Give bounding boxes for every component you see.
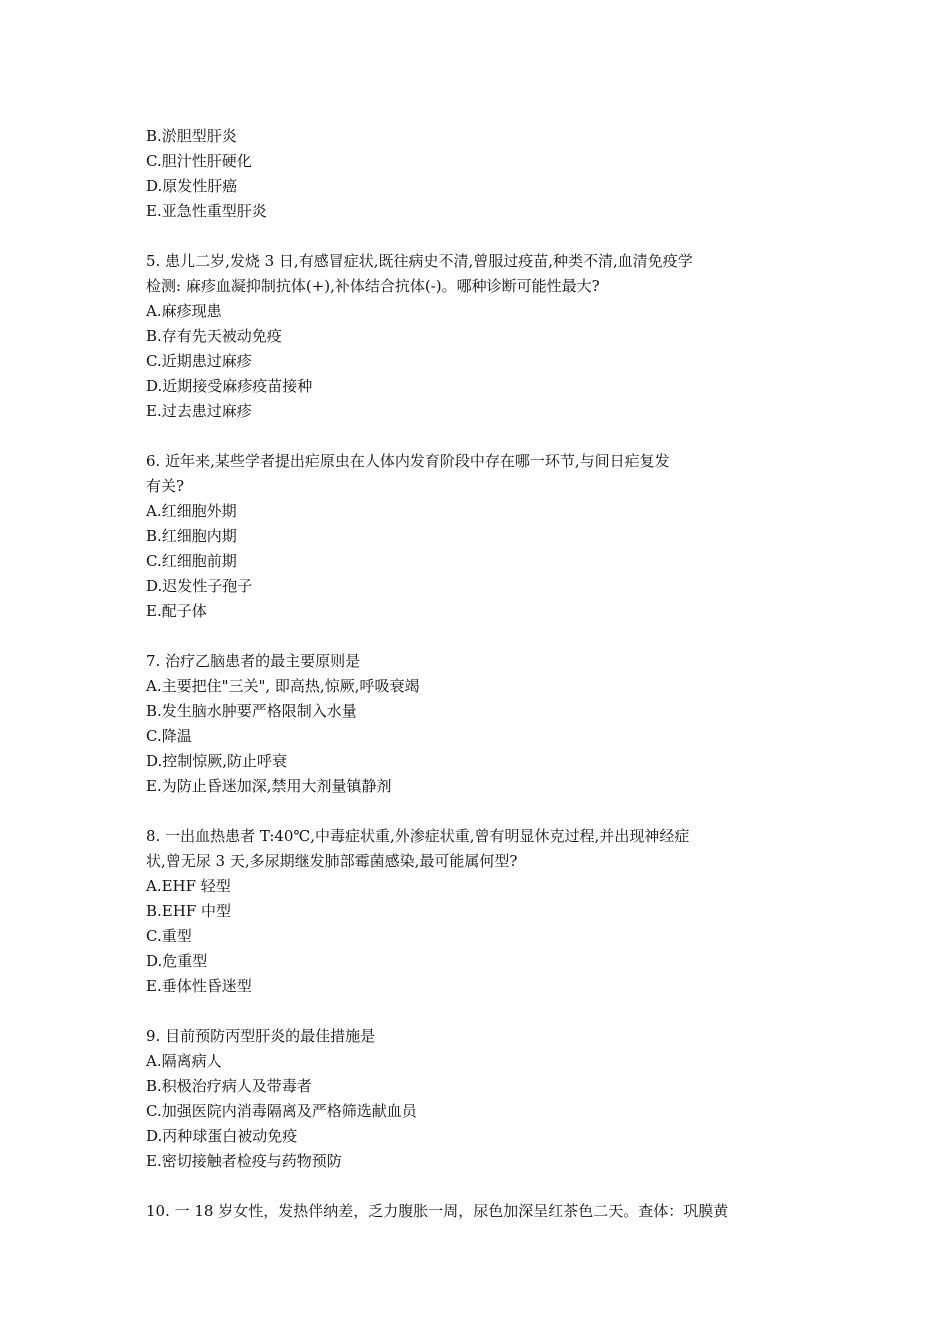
question-10 <box>146 1199 796 1224</box>
option-line: B.EHF 中型 <box>146 902 231 920</box>
question-8 <box>146 824 796 999</box>
question-7 <box>146 649 796 799</box>
option-line: C.红细胞前期 <box>146 552 237 570</box>
option-line: D.迟发性子孢子 <box>146 577 253 595</box>
option-line: C.近期患过麻疹 <box>146 352 252 370</box>
option-line: B.淤胆型肝炎 <box>146 127 237 145</box>
option-line: A.红细胞外期 <box>146 502 237 520</box>
document-content <box>146 124 796 1224</box>
option-line: A.麻疹现患 <box>146 302 222 320</box>
option-line: C.重型 <box>146 927 192 945</box>
option-line: C.加强医院内消毒隔离及严格筛选献血员 <box>146 1102 417 1120</box>
option-line: D.危重型 <box>146 952 208 970</box>
option-line: D.丙种球蛋白被动免疫 <box>146 1127 298 1145</box>
option-line: B.存有先天被动免疫 <box>146 327 282 345</box>
question-stem-line: 5. 患儿二岁,发烧 3 日,有感冒症状,既往病史不清,曾服过疫苗,种类不清,血清免疫学 <box>146 252 693 270</box>
option-line: E.过去患过麻疹 <box>146 402 252 420</box>
spacer <box>146 624 796 649</box>
previous-question-options <box>146 124 796 224</box>
question-stem-line: 9. 目前预防丙型肝炎的最佳措施是 <box>146 1027 376 1045</box>
spacer <box>146 424 796 449</box>
option-line: E.配子体 <box>146 602 207 620</box>
question-stem-line: 6. 近年来,某些学者提出疟原虫在人体内发育阶段中存在哪一环节,与间日疟复发 <box>146 452 670 470</box>
option-line: D.近期接受麻疹疫苗接种 <box>146 377 313 395</box>
spacer <box>146 999 796 1024</box>
question-6 <box>146 449 796 624</box>
option-line: A.EHF 轻型 <box>146 877 231 895</box>
option-line: A.隔离病人 <box>146 1052 222 1070</box>
option-line: A.主要把住"三关", 即高热,惊厥,呼吸衰竭 <box>146 677 420 695</box>
option-line: E.垂体性昏迷型 <box>146 977 252 995</box>
option-line: B.积极治疗病人及带毒者 <box>146 1077 312 1095</box>
option-line: C.胆汁性肝硬化 <box>146 152 252 170</box>
option-line: E.亚急性重型肝炎 <box>146 202 267 220</box>
option-line: C.降温 <box>146 727 192 745</box>
question-9 <box>146 1024 796 1174</box>
question-stem-line: 状,曾无尿 3 天,多尿期继发肺部霉菌感染,最可能属何型? <box>146 852 518 870</box>
question-stem-line: 7. 治疗乙脑患者的最主要原则是 <box>146 652 361 670</box>
option-line: D.原发性肝癌 <box>146 177 238 195</box>
option-line: B.红细胞内期 <box>146 527 237 545</box>
option-line: E.为防止昏迷加深,禁用大剂量镇静剂 <box>146 777 392 795</box>
spacer <box>146 799 796 824</box>
spacer <box>146 1174 796 1199</box>
option-line: E.密切接触者检疫与药物预防 <box>146 1152 342 1170</box>
option-line: B.发生脑水肿要严格限制入水量 <box>146 702 357 720</box>
question-stem-line: 有关? <box>146 477 185 495</box>
question-stem-line: 检测: 麻疹血凝抑制抗体(+),补体结合抗体(-)。哪种诊断可能性最大? <box>146 277 600 295</box>
question-stem-line: 8. 一出血热患者 T:40℃,中毒症状重,外渗症状重,曾有明显休克过程,并出现神经症 <box>146 827 690 845</box>
spacer <box>146 224 796 249</box>
option-line: D.控制惊厥,防止呼衰 <box>146 752 288 770</box>
question-stem-line: 10. 一 18 岁女性，发热伴纳差，乏力腹胀一周，尿色加深呈红茶色二天。查体：巩膜黄 <box>146 1202 729 1220</box>
question-5 <box>146 249 796 424</box>
